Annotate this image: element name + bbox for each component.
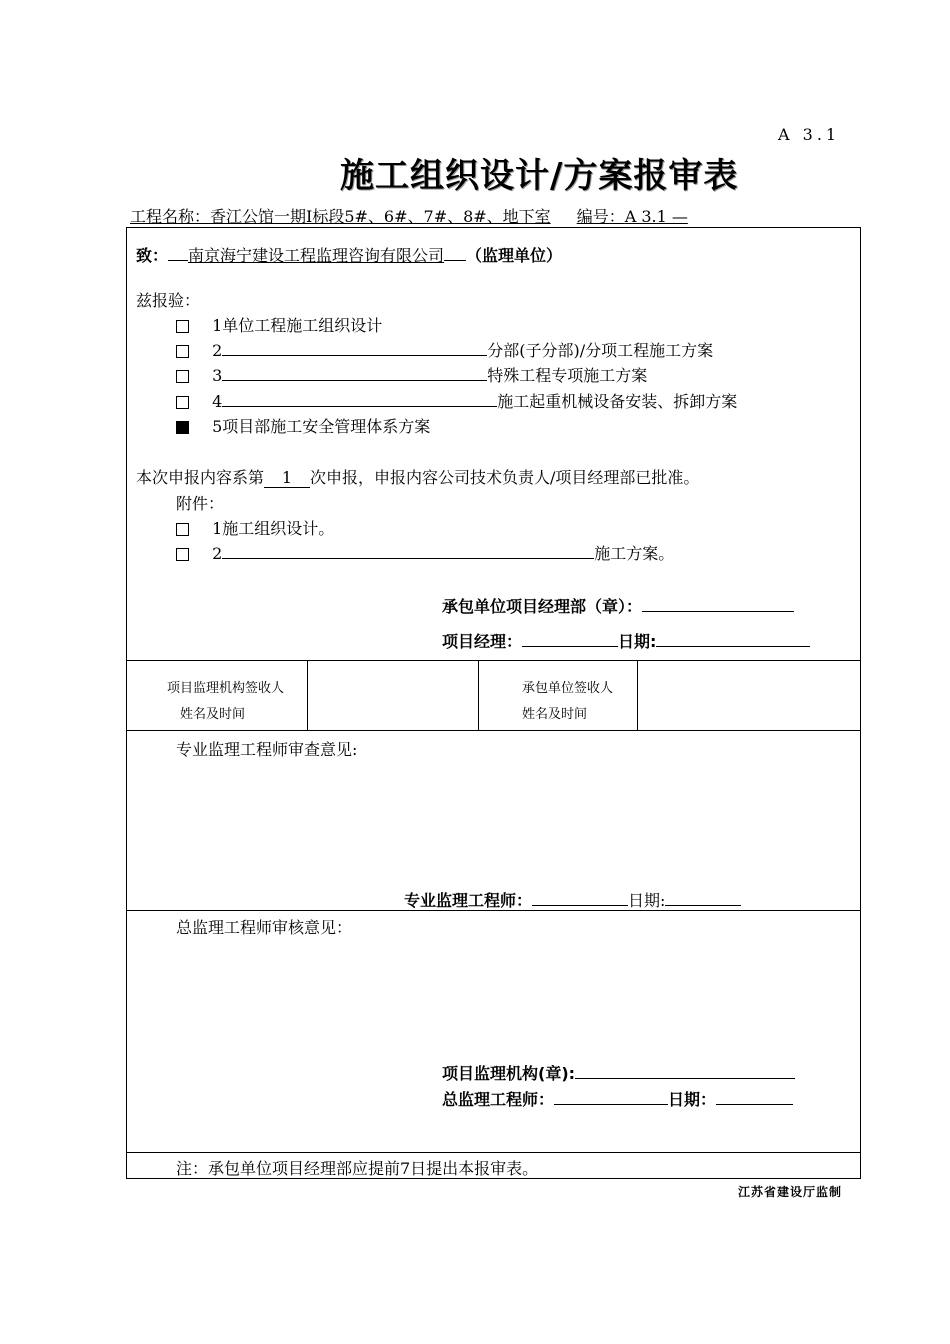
report-prefix: 本次申报内容系第 [136,468,265,487]
item-3-num: 3 [212,366,223,385]
attachment-1 [176,516,334,539]
contractor-receiver-field[interactable] [638,661,860,729]
item-4-checkbox[interactable] [176,396,189,409]
item-2-checkbox[interactable] [176,345,189,358]
pm-line [442,629,810,652]
item-4-num: 4 [212,392,223,411]
pm-label: 项目经理： [442,632,523,651]
to-line [136,243,562,266]
contractor-receiver-label-2: 姓名及时间 [522,707,588,722]
item-3-text: 特殊工程专项施工方案 [487,366,648,385]
item-5-checkbox[interactable] [176,421,189,434]
engineer-date-label: 日期: [628,891,666,910]
engineer-opinion-label: 专业监理工程师审查意见: [176,740,358,759]
project-label: 工程名称： [130,207,211,226]
item-1-text: 单位工程施工组织设计 [222,316,383,335]
contractor-receiver-label-1: 承包单位签收人 [522,681,614,696]
item-5-text: 项目部施工安全管理体系方案 [222,417,431,436]
divider-note-top [126,1152,861,1153]
item-2-num: 2 [212,341,223,360]
item-2-text: 分部(子分部)/分项工程施工方案 [487,341,714,360]
pm-date-blank[interactable] [656,630,810,647]
chief-opinion-label: 总监理工程师审核意见： [176,918,353,937]
item-4-blank[interactable] [222,390,497,407]
pm-blank[interactable] [522,630,618,647]
report-count: 1 [264,468,310,488]
report-line [136,465,699,488]
supervisor-receiver-label-1: 项目监理机构签收人 [167,681,285,696]
item-3-checkbox[interactable] [176,370,189,383]
item-3 [176,363,647,386]
attachment-1-text: 施工组织设计。 [222,519,335,538]
chief-date-blank[interactable] [716,1088,793,1105]
item-4-text: 施工起重机械设备安装、拆卸方案 [497,392,738,411]
item-5-num: 5 [212,417,223,436]
engineer-signer-blank[interactable] [532,889,628,906]
divider-receipt-col2 [478,660,479,730]
supervisor-receiver-field[interactable] [308,661,477,729]
pm-date-label: 日期: [618,632,657,651]
attach-label: 附件： [176,494,225,513]
item-2 [176,338,713,361]
attachment-2-text: 施工方案。 [594,544,675,563]
engineer-sign-line [404,888,741,911]
form-code: A 3.1 [778,125,841,144]
to-unit-suffix: （监理单位） [466,246,563,265]
attachment-2-num: 2 [212,544,223,563]
engineer-signer-label: 专业监理工程师： [404,891,533,910]
attachment-1-num: 1 [212,519,223,538]
attachment-2-checkbox[interactable] [176,548,189,561]
item-1 [176,313,382,336]
contractor-dept-line [442,594,794,617]
attachment-2 [176,541,674,564]
contractor-dept-label: 承包单位项目经理部（章）： [442,597,643,616]
org-blank[interactable] [575,1062,795,1079]
note: 注：承包单位项目经理部应提前7日提出本报审表。 [176,1159,539,1178]
attachment-1-checkbox[interactable] [176,523,189,536]
engineer-date-blank[interactable] [665,889,741,906]
report-suffix: 次申报，申报内容公司技术负责人/项目经理部已批准。 [310,468,700,487]
item-5 [176,414,430,437]
item-1-checkbox[interactable] [176,320,189,333]
to-unit: 南京海宁建设工程监理咨询有限公司 [188,246,445,265]
source-label: 江苏省建设厅监制 [737,1185,842,1199]
contractor-dept-blank[interactable] [642,595,794,612]
number-label: 编号： [576,207,625,226]
org-label: 项目监理机构(章): [442,1064,576,1083]
to-label: 致： [136,246,169,265]
attachment-2-blank[interactable] [222,542,594,559]
chief-blank[interactable] [554,1088,668,1105]
submit-label: 兹报验： [136,291,201,310]
project-line [130,204,688,227]
page-title: 施工组织设计/方案报审表 [340,156,739,196]
item-2-blank[interactable] [222,339,487,356]
chief-line [442,1087,793,1110]
project-name: 香江公馆一期Ⅰ标段5#、6#、7#、8#、地下室 [210,207,551,226]
chief-label: 总监理工程师： [442,1090,555,1109]
supervisor-receiver-label-2: 姓名及时间 [180,707,246,722]
chief-date-label: 日期： [668,1090,717,1109]
item-3-blank[interactable] [222,364,487,381]
item-4 [176,389,737,412]
divider-receipt-bottom [126,730,861,731]
number-value: A 3.1 — [624,207,688,226]
org-line [442,1061,795,1084]
item-1-num: 1 [212,316,223,335]
